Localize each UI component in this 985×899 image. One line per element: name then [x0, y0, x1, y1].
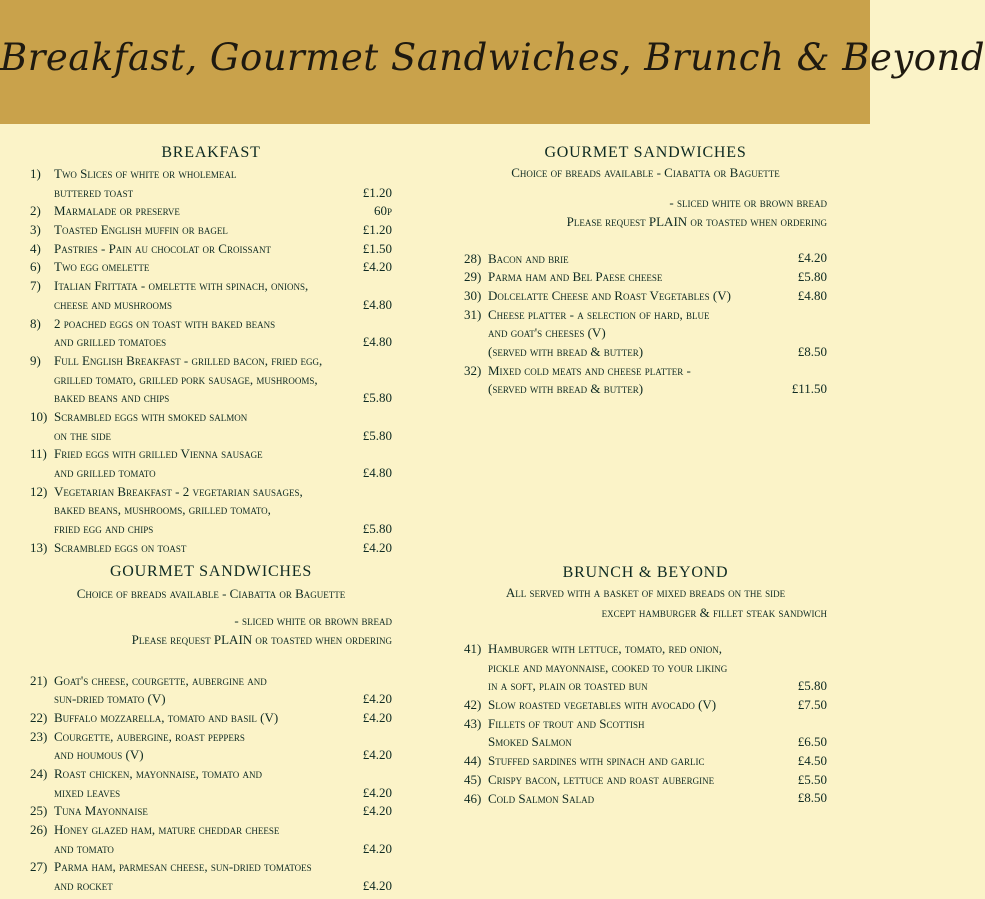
menu-item-number: 4) — [30, 240, 41, 256]
menu-item — [464, 306, 827, 362]
menu-item-text: and goat's cheeses (V) — [488, 325, 606, 341]
menu-item-number: 41) — [464, 641, 482, 656]
menu-item-number: 42) — [464, 697, 482, 713]
menu-item-price: £4.80 — [362, 334, 392, 350]
menu-item-price: £5.50 — [797, 771, 827, 787]
menu-item-line — [464, 268, 827, 287]
menu-item-text: Full English Breakfast - grilled bacon, fried egg, — [54, 352, 323, 368]
menu-item-number: 1) — [30, 166, 41, 181]
menu-item — [30, 352, 392, 408]
menu-item-line — [464, 677, 827, 696]
menu-item-line — [464, 715, 827, 734]
menu-item-number: 29) — [464, 269, 482, 285]
menu-item — [464, 790, 827, 809]
menu-item-text: Roast chicken, mayonnaise, tomato and — [54, 765, 263, 781]
menu-item-text: Scrambled eggs with smoked salmon — [54, 408, 248, 424]
menu-item — [30, 709, 392, 728]
menu-item-text: and tomato — [54, 840, 114, 856]
menu-item-number: 22) — [30, 709, 48, 725]
menu-item-text: cheese and mushrooms — [54, 296, 173, 312]
menu-item — [30, 765, 392, 802]
menu-item-price: £4.20 — [362, 840, 392, 856]
menu-item-line — [30, 277, 392, 296]
menu-item-text: Buffalo mozzarella, tomato and basil (V) — [54, 709, 279, 725]
menu-item-line — [30, 221, 392, 240]
menu-item-line — [30, 539, 392, 558]
section-title: BREAKFAST — [161, 144, 261, 161]
menu-item — [464, 771, 827, 790]
menu-item-price: £1.20 — [362, 184, 392, 200]
menu-item — [464, 640, 827, 696]
menu-item-line — [30, 746, 392, 765]
menu-item-price: £1.50 — [362, 240, 392, 256]
menu-item-number: 7) — [30, 278, 41, 294]
menu-item-line — [30, 672, 392, 691]
menu-item — [30, 672, 392, 709]
menu-item-line — [30, 483, 392, 502]
menu-item-line — [464, 362, 827, 381]
menu-item-number: 27) — [30, 859, 48, 875]
menu-item-line — [464, 659, 827, 678]
menu-item-text: Goat's cheese, courgette, aubergine and — [54, 672, 267, 688]
menu-item — [464, 696, 827, 715]
request-note: Please request PLAIN or toasted when ordering — [566, 214, 827, 229]
menu-item-text: Parma ham, parmesan cheese, sun-dried tomatoes — [54, 859, 312, 875]
menu-item — [30, 483, 392, 539]
menu-item-text: Two Slices of white or wholemeal — [54, 166, 237, 181]
menu-item — [30, 408, 392, 445]
menu-item-line — [464, 640, 827, 659]
menu-item-number: 6) — [30, 259, 41, 275]
menu-item-price: £4.80 — [362, 464, 392, 480]
menu-item-price: £8.50 — [797, 343, 827, 359]
menu-item-text: pickle and mayonnaise, cooked to your liking — [488, 659, 728, 675]
menu-item-number: 30) — [464, 287, 482, 303]
menu-item-line — [464, 696, 827, 715]
menu-item-line — [30, 877, 392, 896]
bread-type-note: - sliced white or brown bread — [669, 194, 827, 210]
menu-item-number: 24) — [30, 765, 48, 781]
menu-item — [30, 258, 392, 277]
menu-item — [30, 240, 392, 259]
menu-item-text: Two egg omelette — [54, 259, 150, 275]
menu-item-number: 28) — [464, 250, 482, 266]
menu-item-number: 8) — [30, 315, 41, 331]
menu-item-line — [30, 184, 392, 203]
menu-item-text: baked beans and chips — [54, 390, 170, 406]
section-title: GOURMET SANDWICHES — [544, 144, 747, 161]
menu-item-line — [30, 296, 392, 315]
menu-item-line — [30, 165, 392, 184]
menu-item-text: Tuna Mayonnaise — [54, 803, 148, 819]
menu-item-number: 9) — [30, 352, 41, 368]
breakfast-list — [30, 165, 392, 557]
menu-item-text: Marmalade or preserve — [54, 203, 180, 219]
menu-item-text: and houmous (V) — [54, 747, 144, 763]
menu-item-text: Toasted English muffin or bagel — [54, 222, 228, 238]
menu-item-text: and rocket — [54, 878, 113, 894]
menu-item-number: 45) — [464, 771, 482, 787]
menu-item-line — [30, 464, 392, 483]
menu-item-price: £4.20 — [362, 784, 392, 800]
menu-item — [30, 858, 392, 895]
menu-item-text: Courgette, aubergine, roast peppers — [54, 728, 245, 744]
menu-item-line — [30, 821, 392, 840]
menu-item — [464, 752, 827, 771]
menu-item-number: 32) — [464, 362, 482, 378]
breakfast-section — [30, 143, 392, 557]
menu-item-number: 13) — [30, 539, 48, 555]
bread-choice-note: Choice of breads available - Ciabatta or Baguette — [76, 586, 346, 601]
menu-item-line — [464, 771, 827, 790]
menu-item-line — [30, 333, 392, 352]
menu-item-line — [464, 343, 827, 362]
menu-item-number: 43) — [464, 715, 482, 731]
menu-item-price: £4.80 — [362, 296, 392, 312]
menu-item-text: (served with bread & butter) — [488, 343, 644, 359]
menu-item — [30, 802, 392, 821]
section-title: BRUNCH & BEYOND — [562, 564, 729, 581]
menu-item-line — [30, 389, 392, 408]
menu-item-text: Slow roasted vegetables with avocado (V) — [488, 697, 717, 713]
menu-item-price: £4.20 — [362, 691, 392, 707]
menu-item-line — [464, 324, 827, 343]
menu-item-price: £4.80 — [797, 287, 827, 303]
menu-item-line — [30, 690, 392, 709]
menu-item — [30, 221, 392, 240]
menu-item-price: £5.80 — [797, 269, 827, 285]
menu-item-number: 23) — [30, 728, 48, 744]
bread-basket-note: All served with a basket of mixed breads on the side — [505, 585, 786, 600]
menu-item-text: and grilled tomatoes — [54, 334, 167, 350]
menu-item-text: in a soft, plain or toasted bun — [488, 678, 648, 694]
menu-item-line — [30, 427, 392, 446]
menu-item-text: Bacon and brie — [488, 250, 569, 266]
menu-item-number: 11) — [30, 446, 47, 462]
menu-item-line — [30, 240, 392, 259]
menu-item-number: 12) — [30, 483, 48, 499]
menu-item-text: Dolcelatte Cheese and Roast Vegetables (V) — [488, 287, 731, 303]
menu-item-line — [30, 520, 392, 539]
menu-item-line — [30, 202, 392, 221]
menu-item-text: grilled tomato, grilled pork sausage, mushrooms, — [54, 371, 318, 387]
menu-item-line — [30, 840, 392, 859]
menu-item-text: fried egg and chips — [54, 521, 154, 537]
menu-item-price: £5.80 — [362, 390, 392, 406]
menu-item-price: £4.20 — [362, 747, 392, 763]
menu-item-text: Vegetarian Breakfast - 2 vegetarian sausages, — [54, 483, 303, 499]
exception-note: except hamburger & fillet steak sandwich — [601, 604, 827, 620]
sandwiches-left-list — [30, 672, 392, 896]
menu-item-line — [464, 733, 827, 752]
sandwiches-right-section — [464, 143, 827, 399]
menu-item-text: (served with bread & butter) — [488, 381, 644, 397]
menu-item-line — [30, 371, 392, 390]
menu-item-line — [464, 250, 827, 269]
menu-item-price: £4.20 — [362, 878, 392, 894]
menu-item-text: Hamburger with lettuce, tomato, red onion, — [488, 641, 723, 656]
menu-item-number: 46) — [464, 790, 482, 806]
menu-item-text: buttered toast — [54, 184, 134, 200]
menu-item-line — [464, 287, 827, 306]
menu-item — [30, 202, 392, 221]
menu-item-text: 2 poached eggs on toast with baked beans — [54, 315, 276, 331]
menu-item-text: Parma ham and Bel Paese cheese — [488, 269, 663, 285]
menu-item-line — [30, 445, 392, 464]
page-title: Breakfast, Gourmet Sandwiches, Brunch & Beyond — [0, 36, 985, 79]
menu-item-price: £4.50 — [797, 753, 827, 769]
menu-item-number: 10) — [30, 408, 48, 424]
menu-item-price: £4.20 — [362, 709, 392, 725]
menu-item — [464, 362, 827, 399]
menu-item-text: Mixed cold meats and cheese platter - — [488, 362, 691, 378]
sandwiches-left-section — [30, 562, 392, 896]
request-note: Please request PLAIN or toasted when ordering — [131, 632, 392, 647]
menu-item-price: £11.50 — [791, 381, 827, 397]
menu-item-line — [30, 784, 392, 803]
menu-item-text: Fillets of trout and Scottish — [488, 715, 645, 731]
menu-item-line — [464, 306, 827, 325]
menu-item-number: 44) — [464, 753, 482, 769]
menu-item-text: Honey glazed ham, mature cheddar cheese — [54, 822, 280, 837]
menu-item-line — [464, 752, 827, 771]
menu-item-line — [30, 352, 392, 371]
menu-item-text: mixed leaves — [54, 784, 121, 800]
menu-item — [464, 715, 827, 752]
menu-item — [30, 539, 392, 558]
page-header — [0, 0, 985, 124]
menu-item-price: £4.20 — [362, 539, 392, 555]
menu-item-price: £5.80 — [362, 427, 392, 443]
menu-item — [30, 445, 392, 482]
menu-item-price: £5.80 — [797, 678, 827, 694]
menu-item-line — [30, 802, 392, 821]
menu-item-line — [30, 258, 392, 277]
menu-item — [464, 287, 827, 306]
menu-item-text: Stuffed sardines with spinach and garlic — [488, 753, 705, 769]
menu-item-line — [30, 728, 392, 747]
menu-item — [30, 728, 392, 765]
menu-item-price: £6.50 — [797, 734, 827, 750]
menu-item-line — [30, 315, 392, 334]
menu-item-text: Pastries - Pain au chocolat or Croissant — [54, 240, 271, 256]
menu-item-price: £4.20 — [362, 803, 392, 819]
menu-item-line — [30, 765, 392, 784]
menu-item-text: Cold Salmon Salad — [488, 790, 595, 806]
menu-item-text: Smoked Salmon — [488, 734, 572, 750]
brunch-list — [464, 640, 827, 808]
bread-choice-note: Choice of breads available - Ciabatta or Baguette — [511, 165, 780, 180]
section-title: GOURMET SANDWICHES — [109, 563, 313, 580]
menu-item-line — [30, 709, 392, 728]
menu-item-text: sun-dried tomato (V) — [54, 691, 166, 707]
menu-item-text: Scrambled eggs on toast — [54, 539, 187, 555]
menu-item-number: 2) — [30, 203, 41, 219]
menu-item — [464, 250, 827, 269]
menu-item-price: £1.20 — [362, 222, 392, 238]
menu-item-line — [30, 858, 392, 877]
menu-item-number: 26) — [30, 822, 48, 837]
menu-item-number: 21) — [30, 672, 48, 688]
menu-item-line — [30, 408, 392, 427]
brunch-section — [464, 563, 827, 808]
sandwiches-right-list — [464, 250, 827, 400]
menu-item-number: 25) — [30, 803, 48, 819]
menu-item — [30, 277, 392, 314]
menu-item-text: and grilled tomato — [54, 465, 156, 480]
bread-type-note: - sliced white or brown bread — [234, 612, 392, 628]
menu-item-price: £4.20 — [362, 259, 392, 275]
menu-item-text: Cheese platter - a selection of hard, blue — [488, 306, 710, 322]
menu-item-number: 31) — [464, 306, 482, 322]
menu-item — [464, 268, 827, 287]
menu-item-price: 60p — [373, 203, 392, 219]
menu-item — [30, 165, 392, 202]
menu-item-price: £8.50 — [797, 790, 827, 806]
menu-item-text: baked beans, mushrooms, grilled tomato, — [54, 502, 271, 518]
menu-item-number: 3) — [30, 222, 41, 238]
menu-item-price: £7.50 — [797, 697, 827, 713]
menu-item-price: £5.80 — [362, 521, 392, 537]
menu-item-line — [30, 501, 392, 520]
menu-item-text: on the side — [54, 427, 111, 443]
menu-item-text: Italian Frittata - omelette with spinach, onions, — [54, 278, 309, 294]
menu-item — [30, 315, 392, 352]
menu-item-price: £4.20 — [797, 250, 827, 266]
menu-item-text: Fried eggs with grilled Vienna sausage — [54, 446, 263, 462]
menu-item — [30, 821, 392, 858]
menu-item-text: Crispy bacon, lettuce and roast aubergine — [488, 771, 715, 787]
menu-item-line — [464, 380, 827, 399]
menu-item-line — [464, 790, 827, 809]
